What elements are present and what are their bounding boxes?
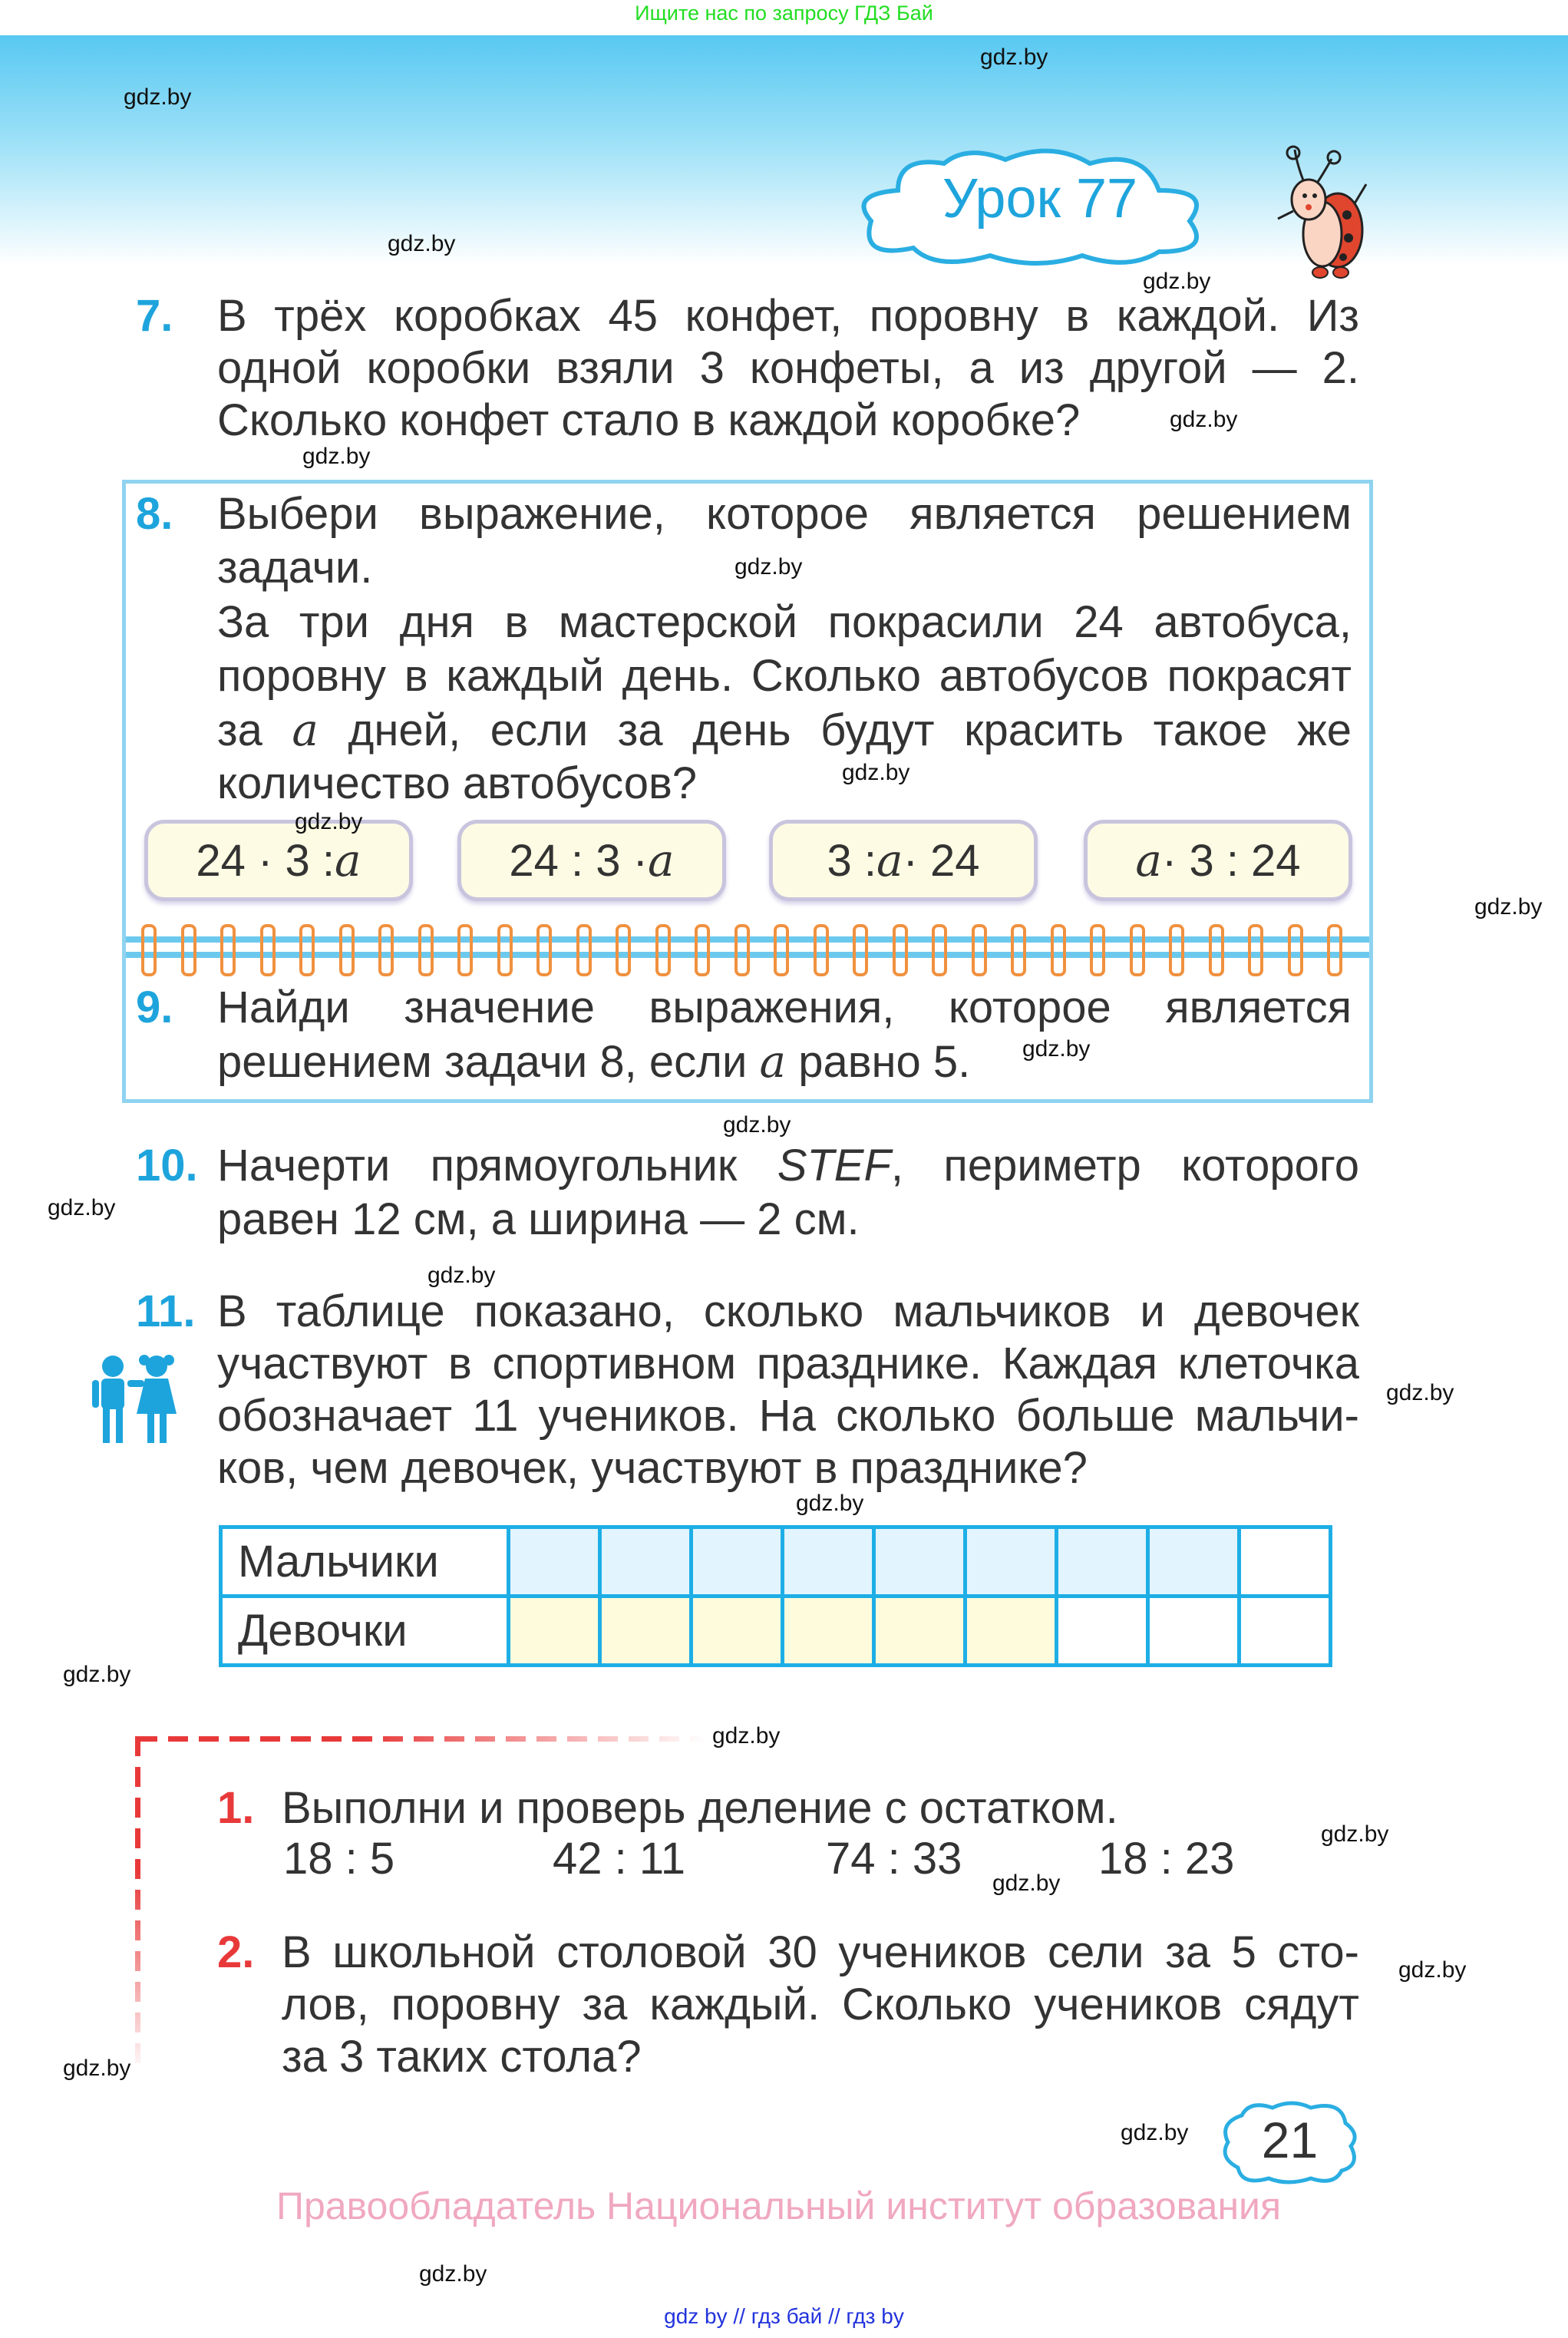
task-10-line-1	[217, 1140, 1359, 1194]
task-8-line-4: поровну в каждый день. Сколько автобусов покрасят	[217, 651, 1352, 701]
watermark: gdz.by	[388, 231, 456, 256]
watermark: gdz.by	[1398, 1957, 1467, 1983]
filled-cell	[1148, 1527, 1240, 1597]
filled-cell	[692, 1527, 783, 1597]
expr-text: 24 : 3 ·	[509, 835, 648, 886]
watermark: gdz.by	[302, 444, 371, 469]
spiral-ring	[616, 924, 631, 976]
extra-task-2-line-2: лов, поровну за каждый. Сколько учеников сядут	[282, 1980, 1359, 2029]
text: дней, если за день будут красить такое же	[319, 705, 1352, 755]
spiral-ring	[734, 924, 750, 976]
spiral-ring	[1169, 924, 1184, 976]
task-11-number: 11.	[136, 1286, 196, 1336]
pupils-table	[219, 1525, 1332, 1667]
spiral-ring	[1090, 924, 1105, 976]
task-8-line-3: За три дня в мастерской покрасили 24 автобуса,	[217, 597, 1352, 647]
filled-cell	[509, 1597, 600, 1666]
watermark: gdz.by	[63, 1662, 131, 1687]
text: за	[217, 705, 292, 755]
extra-task-1-line-1: Выполни и проверь деление с остатком.	[282, 1783, 1118, 1833]
spiral-ring	[220, 924, 236, 976]
spiral-ring	[299, 924, 315, 976]
task-8-line-5	[217, 704, 1352, 758]
spiral-ring	[457, 924, 473, 976]
expr-text: 24 · 3 :	[196, 835, 335, 886]
task-8-number: 8.	[136, 489, 173, 539]
filled-cell	[509, 1527, 600, 1597]
row-label: Мальчики	[221, 1527, 509, 1597]
copyright-notice: Правообладатель Национальный институт образования	[276, 2184, 1282, 2227]
expression-option-2[interactable]	[457, 820, 726, 901]
dashed-border-left	[135, 1736, 140, 2074]
watermark: gdz.by	[1121, 2120, 1189, 2145]
row-label: Девочки	[221, 1597, 509, 1666]
spiral-ring	[853, 924, 868, 976]
spiral-ring	[1327, 924, 1342, 976]
watermark: gdz.by	[1170, 407, 1238, 432]
watermark: gdz.by	[1474, 894, 1543, 920]
filled-cell	[783, 1597, 874, 1666]
variable-a: a	[759, 1035, 787, 1088]
table-row-boys	[221, 1527, 1331, 1597]
expression-option-3[interactable]	[769, 820, 1038, 901]
expression-option-1[interactable]	[144, 820, 413, 901]
empty-cell	[1057, 1597, 1148, 1666]
filled-cell	[966, 1527, 1057, 1597]
expr-text: · 24	[903, 835, 980, 886]
task-8-line-1: Выбери выражение, которое является решением	[217, 489, 1352, 539]
extra-task-2-line-3: за 3 таких стола?	[282, 2032, 642, 2082]
top-search-note: Ищите нас по запросу ГДЗ Бай	[635, 2, 933, 25]
task-9-line-1: Найди значение выражения, которое является	[217, 982, 1352, 1032]
watermark: gdz.by	[1386, 1380, 1454, 1405]
spiral-ring	[1051, 924, 1066, 976]
notebook-spiral	[126, 921, 1369, 975]
division-item: 42 : 11	[553, 1834, 686, 1884]
task-8-line-6: количество автобусов?	[217, 758, 698, 808]
task-11-line-4: ков, чем девочек, участвуют в празднике?	[217, 1443, 1088, 1493]
extra-task-2-line-1: В школьной столовой 30 учеников сели за 5 сто-	[282, 1927, 1359, 1977]
variable-a: a	[292, 704, 319, 756]
spiral-ring	[260, 924, 276, 976]
watermark: gdz.by	[980, 45, 1048, 70]
spiral-ring	[339, 924, 355, 976]
rectangle-name: STEF	[777, 1141, 891, 1190]
watermark: gdz.by	[1321, 1821, 1389, 1847]
watermark: gdz.by	[712, 1723, 781, 1749]
spiral-ring	[814, 924, 829, 976]
spiral-ring	[497, 924, 513, 976]
footer-links[interactable]: gdz by // гдз бай // гдз by	[664, 2304, 904, 2328]
watermark: gdz.by	[796, 1491, 864, 1516]
spiral-ring	[695, 924, 710, 976]
watermark: gdz.by	[124, 84, 192, 110]
text: равно 5.	[786, 1037, 971, 1087]
spiral-ring	[774, 924, 789, 976]
task-7-line-3: Сколько конфет стало в каждой коробке?	[217, 395, 1081, 445]
empty-cell	[1240, 1527, 1331, 1597]
extra-task-2-number: 2.	[217, 1927, 255, 1977]
filled-cell	[692, 1597, 783, 1666]
watermark: gdz.by	[734, 554, 803, 580]
task-7-line-2: одной коробки взяли 3 конфеты, а из другой — 2.	[217, 343, 1359, 393]
watermark: gdz.by	[427, 1263, 496, 1288]
page-number: 21	[1261, 2112, 1319, 2168]
division-item: 18 : 5	[283, 1834, 395, 1884]
filled-cell	[966, 1597, 1057, 1666]
task-9-number: 9.	[136, 982, 173, 1032]
task-8-line-2: задачи.	[217, 543, 373, 593]
division-item: 18 : 23	[1098, 1834, 1235, 1884]
spiral-ring	[972, 924, 987, 976]
watermark: gdz.by	[419, 2261, 487, 2287]
spiral-ring	[1209, 924, 1224, 976]
watermark: gdz.by	[1022, 1036, 1091, 1062]
extra-task-1-number: 1.	[217, 1783, 255, 1833]
division-item: 74 : 33	[826, 1834, 962, 1884]
spiral-ring	[1011, 924, 1026, 976]
spiral-ring	[418, 924, 434, 976]
variable-a: a	[647, 834, 675, 887]
task-11-line-2: участвуют в спортивном празднике. Каждая клеточка	[217, 1339, 1359, 1389]
variable-a: a	[334, 834, 361, 887]
dashed-border-top	[137, 1736, 705, 1742]
spiral-ring	[536, 924, 552, 976]
task-11-line-3: обозначает 11 учеников. На сколько больше мальчи-	[217, 1391, 1359, 1441]
spiral-ring	[932, 924, 947, 976]
task-9-line-2	[217, 1035, 970, 1088]
filled-cell	[600, 1597, 692, 1666]
variable-a: a	[1135, 834, 1163, 887]
ladybug-icon	[1270, 142, 1374, 280]
watermark: gdz.by	[48, 1195, 116, 1220]
text: решением задачи 8, если	[217, 1037, 760, 1087]
filled-cell	[874, 1597, 966, 1666]
task-10-line-2: равен 12 см, а ширина — 2 см.	[217, 1194, 860, 1244]
text: , периметр которого	[890, 1141, 1359, 1190]
task-7-line-1: В трёх коробках 45 конфет, поровну в каждой. Из	[217, 291, 1359, 341]
task-10-number: 10.	[136, 1141, 198, 1190]
watermark: gdz.by	[723, 1112, 791, 1138]
children-icon	[86, 1352, 184, 1445]
empty-cell	[1148, 1597, 1240, 1666]
spiral-ring	[576, 924, 592, 976]
spiral-ring	[655, 924, 671, 976]
expression-option-4[interactable]	[1084, 820, 1352, 901]
expr-text: 3 :	[827, 835, 876, 886]
watermark: gdz.by	[1143, 269, 1211, 294]
filled-cell	[1057, 1527, 1148, 1597]
empty-cell	[1240, 1597, 1331, 1666]
spiral-ring	[1130, 924, 1145, 976]
task-7-number: 7.	[136, 291, 173, 341]
watermark: gdz.by	[842, 760, 910, 785]
filled-cell	[783, 1527, 874, 1597]
spiral-ring	[181, 924, 196, 976]
spiral-ring	[141, 924, 157, 976]
watermark: gdz.by	[63, 2056, 131, 2081]
filled-cell	[874, 1527, 966, 1597]
expr-text: · 3 : 24	[1162, 835, 1301, 886]
table-row-girls	[221, 1597, 1331, 1666]
text: Начерти прямоугольник	[217, 1141, 777, 1190]
watermark: gdz.by	[295, 809, 363, 834]
spiral-ring	[893, 924, 908, 976]
watermark: gdz.by	[992, 1871, 1061, 1896]
spiral-ring	[1288, 924, 1303, 976]
spiral-ring	[1248, 924, 1263, 976]
spiral-ring	[378, 924, 394, 976]
variable-a: a	[876, 834, 903, 887]
task-11-line-1: В таблице показано, сколько мальчиков и девочек	[217, 1286, 1359, 1336]
filled-cell	[600, 1527, 692, 1597]
lesson-title: Урок 77	[942, 168, 1138, 230]
